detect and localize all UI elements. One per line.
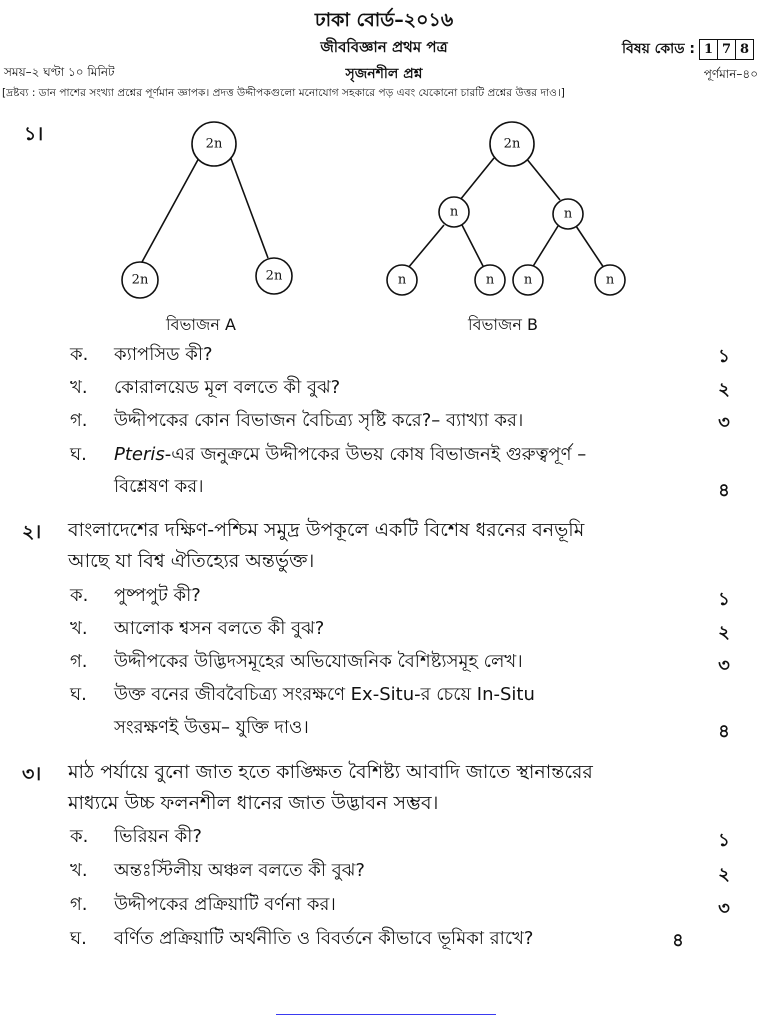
sub-question-text: ভিরিয়ন কী? bbox=[114, 826, 202, 847]
sub-question-label: খ. bbox=[70, 860, 88, 881]
division-b-leaf-label: n bbox=[605, 272, 615, 288]
question-stem-line: বাংলাদেশের দক্ষিণ-পশ্চিম সমুদ্র উপকূলে একটি বিশেষ ধরনের বনভূমি bbox=[68, 519, 585, 541]
sub-question-label: ঘ. bbox=[70, 444, 87, 465]
sub-question-text: Pteris-এর জনুক্রমে উদ্দীপকের উভয় কোষ বিভাজনই গুরুত্বপূর্ণ – bbox=[114, 444, 587, 465]
question-stem-line: মাধ্যমে উচ্চ ফলনশীল ধানের জাত উদ্ভাবন সম্ভব। bbox=[68, 792, 439, 814]
sub-question-text: ক্যাপসিড কী? bbox=[114, 344, 213, 365]
sub-question-text: বর্ণিত প্রক্রিয়াটি অর্থনীতি ও বিবর্তনে কীভাবে ভূমিকা রাখে? bbox=[114, 928, 534, 949]
sub-question-mark: ৪ bbox=[672, 930, 684, 951]
division-a-right-label: 2n bbox=[265, 268, 283, 284]
division-b-edge bbox=[532, 226, 558, 268]
question-stem-line: মাঠ পর্যায়ে বুনো জাত হতে কাঙ্ক্ষিত বৈশিষ্ট্য আবাদি জাতে স্থানান্তরের bbox=[68, 761, 593, 783]
sub-question-label: ঘ. bbox=[70, 928, 87, 949]
question-number: ১। bbox=[24, 123, 44, 145]
sub-question-mark: ৪ bbox=[718, 480, 730, 501]
sub-question-mark: ৩ bbox=[718, 412, 730, 433]
sub-question-label: খ. bbox=[70, 618, 88, 639]
division-b-leaf-label: n bbox=[523, 272, 533, 288]
sub-question-text: উক্ত বনের জীববৈচিত্র্য সংরক্ষণে Ex-Situ-র চেয়ে In-Situ bbox=[114, 684, 535, 705]
sub-question-label: ঘ. bbox=[70, 684, 87, 705]
instruction-text: [দ্রষ্টব্য : ডান পাশের সংখ্যা প্রশ্নের পূর্ণমান জ্ঞাপক। প্রদত্ত উদ্দীপকগুলো মনোযোগ সহকারে পড় এবং যেকোনো চারটি প্রশ্নের উত্তর দাও।] bbox=[2, 87, 565, 99]
sub-question-text: অন্তঃস্টিলীয় অঞ্চল বলতে কী বুঝ? bbox=[114, 860, 365, 881]
sub-question-text: উদ্দীপকের কোন বিভাজন বৈচিত্র্য সৃষ্টি করে?– ব্যাখ্যা কর। bbox=[114, 410, 524, 431]
sub-question-label: ক. bbox=[70, 826, 89, 847]
subject-code-box bbox=[699, 39, 754, 60]
division-b-root-label: 2n bbox=[503, 136, 521, 152]
question-stem-line: আছে যা বিশ্ব ঐতিহ্যের অন্তর্ভুক্ত। bbox=[68, 550, 315, 572]
division-b-edge bbox=[526, 158, 560, 200]
footer-link-underline bbox=[276, 1014, 496, 1015]
sub-question-text: উদ্দীপকের প্রক্রিয়াটি বর্ণনা কর। bbox=[114, 894, 336, 915]
sub-question-mark: ১ bbox=[718, 830, 730, 851]
division-a-left-label: 2n bbox=[131, 272, 149, 288]
division-b-edge bbox=[576, 226, 604, 268]
division-a-edge bbox=[142, 156, 200, 262]
question-number: ৩। bbox=[22, 763, 42, 785]
sub-question-label: গ. bbox=[70, 894, 88, 915]
exam-time: সময়–২ ঘণ্টা ১০ মিনিট bbox=[4, 65, 115, 79]
sub-question-text: উদ্দীপকের উদ্ভিদসমূহের অভিযোজনিক বৈশিষ্ট্যসমূহ লেখ। bbox=[114, 651, 523, 672]
division-b-leaf-label: n bbox=[485, 272, 495, 288]
sub-question-text-continued: বিশ্লেষণ কর। bbox=[114, 476, 204, 497]
sub-question-mark: ২ bbox=[718, 864, 730, 885]
division-b-mid-label: n bbox=[563, 206, 573, 222]
board-title: ঢাকা বোর্ড–২০১৬ bbox=[314, 9, 454, 31]
subject-code-label: বিষয় কোড : bbox=[622, 41, 695, 57]
sub-question-label: গ. bbox=[70, 410, 88, 431]
sub-question-text: কোরালয়েড মূল বলতে কী বুঝ? bbox=[114, 377, 341, 398]
sub-question-text: পুষ্পপুট কী? bbox=[114, 585, 201, 606]
sub-question-mark: ৩ bbox=[718, 655, 730, 676]
sub-question-mark: ১ bbox=[718, 346, 730, 367]
sub-question-label: গ. bbox=[70, 651, 88, 672]
division-b-edge bbox=[462, 225, 484, 268]
division-b-edge bbox=[460, 158, 494, 200]
sub-question-mark: ২ bbox=[718, 379, 730, 400]
division-b-mid-label: n bbox=[449, 204, 459, 220]
caption-division-b: বিভাজন B bbox=[468, 315, 538, 334]
question-number: ২। bbox=[22, 521, 42, 543]
subject-code bbox=[622, 37, 754, 61]
subject-code-digit: 7 bbox=[717, 40, 735, 59]
full-marks: পূর্ণমান–৪০ bbox=[703, 67, 758, 81]
division-b-leaf-label: n bbox=[397, 272, 407, 288]
caption-division-a: বিভাজন A bbox=[166, 315, 236, 334]
sub-question-mark: ৪ bbox=[718, 721, 730, 742]
section-title: সৃজনশীল প্রশ্ন bbox=[345, 66, 423, 82]
sub-question-mark: ১ bbox=[718, 589, 730, 610]
subject-code-digit: 1 bbox=[703, 41, 714, 57]
sub-question-text-continued: সংরক্ষণই উত্তম– যুক্তি দাও। bbox=[114, 717, 309, 738]
subject-title: জীববিজ্ঞান প্রথম পত্র bbox=[320, 38, 448, 56]
sub-question-text: আলোক শ্বসন বলতে কী বুঝ? bbox=[114, 618, 325, 639]
sub-question-mark: ২ bbox=[718, 622, 730, 643]
subject-code-digit: 8 bbox=[735, 40, 753, 59]
division-a-edge bbox=[230, 156, 268, 258]
sub-question-label: ক. bbox=[70, 585, 89, 606]
sub-question-mark: ৩ bbox=[718, 898, 730, 919]
cell-division-diagram bbox=[0, 110, 768, 340]
sub-question-label: ক. bbox=[70, 344, 89, 365]
sub-question-label: খ. bbox=[70, 377, 88, 398]
division-b-edge bbox=[408, 225, 444, 268]
division-a-root-label: 2n bbox=[205, 136, 223, 152]
